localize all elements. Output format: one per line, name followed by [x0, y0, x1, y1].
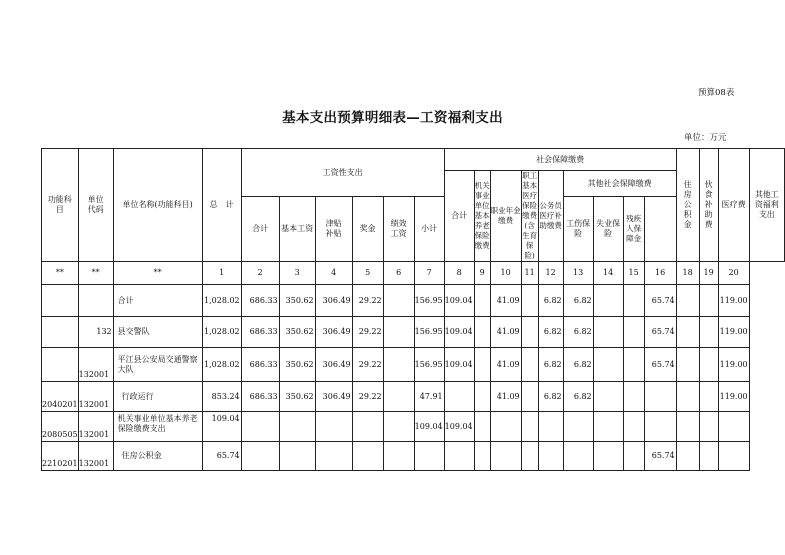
cell-disab [623, 412, 644, 442]
cell-med-fee [699, 348, 718, 382]
cell-disab [623, 317, 644, 348]
col-header-social-group: 社会保障缴费 [444, 149, 676, 171]
cell-annuity [474, 442, 490, 471]
cell-medical: 41.09 [490, 348, 521, 382]
cell-housing [644, 412, 676, 442]
cell-bonus: 29.22 [352, 317, 383, 348]
cell-allow: 306.49 [315, 317, 352, 348]
cell-other: 119.00 [718, 285, 749, 317]
index-row [42, 262, 785, 285]
cell-oth-total: 6.82 [538, 382, 563, 412]
cell-bonus [352, 412, 383, 442]
cell-allow [315, 412, 352, 442]
cell-meal [676, 412, 699, 442]
cell-allow: 306.49 [315, 285, 352, 317]
cell-sal-total: 686.33 [241, 382, 279, 412]
cell-perf [383, 412, 414, 442]
col-header-meal: 伙食补助费 [699, 149, 718, 262]
form-code: 预算08表 [698, 88, 735, 98]
cell-allow [315, 442, 352, 471]
col-header-salary-subtotal: 合计 [241, 197, 279, 262]
cell-basic: 350.62 [279, 285, 315, 317]
cell-total: 1,028.02 [202, 317, 241, 348]
page-title: 基本支出预算明细表—工资福利支出 [282, 110, 503, 126]
cell-medical [490, 442, 521, 471]
cell-annuity [474, 348, 490, 382]
cell-other: 119.00 [718, 317, 749, 348]
cell-civil-med [521, 382, 538, 412]
cell-injury [563, 412, 593, 442]
index-cell: ** [78, 262, 113, 285]
cell-func: 2080505 [42, 412, 79, 442]
index-cell: 3 [279, 262, 315, 285]
col-header-salary-group: 工资性支出 [241, 149, 444, 197]
cell-meal [676, 348, 699, 382]
cell-meal [676, 382, 699, 412]
cell-med-fee [699, 382, 718, 412]
index-cell: 18 [676, 262, 699, 285]
cell-pension: 109.04 [444, 285, 474, 317]
cell-basic: 350.62 [279, 348, 315, 382]
cell-allow: 306.49 [315, 348, 352, 382]
cell-sal-total: 686.33 [241, 317, 279, 348]
cell-name: 平江县公安局交通警察大队 [113, 348, 202, 382]
cell-unit [78, 285, 113, 317]
col-header-other-social-group: 其他社会保障缴费 [563, 171, 676, 197]
table-row [42, 382, 785, 412]
cell-unemp [593, 285, 623, 317]
unit-label: 单位：万元 [684, 133, 727, 143]
cell-soc-total: 47.91 [414, 382, 444, 412]
cell-soc-total: 156.95 [414, 317, 444, 348]
cell-func [42, 348, 79, 382]
cell-civil-med [521, 348, 538, 382]
cell-sal-total: 686.33 [241, 285, 279, 317]
cell-func [42, 285, 79, 317]
cell-unemp [593, 317, 623, 348]
cell-perf [383, 442, 414, 471]
cell-medical: 41.09 [490, 382, 521, 412]
col-header-allowance: 津贴补贴 [315, 197, 352, 262]
cell-func: 2210201 [42, 442, 79, 471]
col-header-performance-pay: 绩效工资 [383, 197, 414, 262]
cell-pension [444, 382, 474, 412]
cell-medical: 41.09 [490, 285, 521, 317]
cell-name: 行政运行 [113, 382, 202, 412]
cell-meal [676, 317, 699, 348]
index-cell: 12 [538, 262, 563, 285]
col-header-civil-medical: 公务员医疗补助缴费 [538, 171, 563, 262]
cell-total: 1,028.02 [202, 348, 241, 382]
table-row [42, 412, 785, 442]
cell-housing: 65.74 [644, 285, 676, 317]
cell-unemp [593, 382, 623, 412]
cell-basic [279, 412, 315, 442]
cell-unit: 132001 [78, 412, 113, 442]
table-row [42, 285, 785, 317]
cell-pension [444, 442, 474, 471]
index-cell: 1 [202, 262, 241, 285]
col-header-other-subtotal: 小计 [414, 197, 444, 262]
cell-oth-total [538, 442, 563, 471]
cell-annuity [474, 285, 490, 317]
index-cell: 19 [699, 262, 718, 285]
cell-disab [623, 442, 644, 471]
cell-med-fee [699, 285, 718, 317]
col-header-housing: 住房公积金 [676, 149, 699, 262]
cell-unit: 132 [78, 317, 113, 348]
index-cell: 13 [563, 262, 593, 285]
cell-bonus: 29.22 [352, 348, 383, 382]
cell-perf [383, 382, 414, 412]
cell-oth-total: 6.82 [538, 285, 563, 317]
cell-other [718, 412, 749, 442]
header-row-1 [42, 149, 785, 171]
index-cell: 2 [241, 262, 279, 285]
cell-func: 2040201 [42, 382, 79, 412]
cell-name: 县交警队 [113, 317, 202, 348]
cell-total: 1,028.02 [202, 285, 241, 317]
cell-unemp [593, 442, 623, 471]
cell-housing [644, 382, 676, 412]
cell-med-fee [699, 412, 718, 442]
cell-basic: 350.62 [279, 317, 315, 348]
cell-annuity [474, 382, 490, 412]
cell-basic [279, 442, 315, 471]
cell-housing: 65.74 [644, 442, 676, 471]
col-header-other-welfare: 其他工资福利支出 [749, 149, 784, 262]
cell-injury: 6.82 [563, 382, 593, 412]
cell-other: 119.00 [718, 382, 749, 412]
index-cell: 7 [414, 262, 444, 285]
index-cell: 14 [593, 262, 623, 285]
cell-total: 65.74 [202, 442, 241, 471]
index-cell: 10 [490, 262, 521, 285]
cell-unemp [593, 412, 623, 442]
index-cell: 4 [315, 262, 352, 285]
table-row [42, 317, 785, 348]
cell-pension: 109.04 [444, 317, 474, 348]
cell-pension: 109.04 [444, 348, 474, 382]
col-header-pension: 机关事业单位基本养老保险缴费 [474, 171, 490, 262]
cell-allow: 306.49 [315, 382, 352, 412]
col-header-bonus: 奖金 [352, 197, 383, 262]
col-header-medical-fee: 医疗费 [718, 149, 749, 262]
cell-perf [383, 348, 414, 382]
cell-injury: 6.82 [563, 317, 593, 348]
col-header-medical-insurance: 职工基本医疗保险缴费(含生育保险) [522, 171, 538, 260]
expenditure-table [41, 148, 785, 471]
cell-med-fee [699, 442, 718, 471]
cell-soc-total [414, 442, 444, 471]
cell-name: 住房公积金 [113, 442, 202, 471]
col-header-unemployment-insurance: 失业保险 [593, 197, 623, 262]
cell-injury: 6.82 [563, 348, 593, 382]
index-cell: 16 [644, 262, 676, 285]
index-cell: 9 [474, 262, 490, 285]
cell-total: 853.24 [202, 382, 241, 412]
cell-meal [676, 442, 699, 471]
cell-sal-total [241, 442, 279, 471]
cell-soc-total: 156.95 [414, 348, 444, 382]
cell-unit: 132001 [78, 382, 113, 412]
table-row [42, 442, 785, 471]
cell-disab [623, 382, 644, 412]
index-cell: ** [42, 262, 79, 285]
col-header-basic-salary: 基本工资 [279, 197, 315, 262]
cell-oth-total: 6.82 [538, 317, 563, 348]
cell-unemp [593, 348, 623, 382]
cell-unit: 132001 [78, 348, 113, 382]
cell-civil-med [521, 442, 538, 471]
cell-sal-total: 686.33 [241, 348, 279, 382]
cell-perf [383, 317, 414, 348]
index-cell: 5 [352, 262, 383, 285]
index-cell: 11 [521, 262, 538, 285]
cell-perf [383, 285, 414, 317]
col-header-total: 总 计 [202, 149, 241, 262]
col-header-annuity: 职业年金缴费 [490, 171, 521, 262]
cell-bonus [352, 442, 383, 471]
cell-total: 109.04 [202, 412, 241, 442]
cell-annuity [474, 317, 490, 348]
cell-civil-med [521, 412, 538, 442]
col-header-social-subtotal: 合计 [444, 171, 474, 262]
cell-soc-total: 156.95 [414, 285, 444, 317]
table-row [42, 348, 785, 382]
col-header-unit-code: 单位代码 [78, 149, 113, 262]
col-header-unit-name: 单位名称(功能科目) [113, 149, 202, 262]
cell-med-fee [699, 317, 718, 348]
cell-meal [676, 285, 699, 317]
cell-sal-total [241, 412, 279, 442]
cell-injury: 6.82 [563, 285, 593, 317]
cell-unit: 132001 [78, 442, 113, 471]
cell-oth-total [538, 412, 563, 442]
cell-soc-total: 109.04 [414, 412, 444, 442]
cell-civil-med [521, 285, 538, 317]
cell-disab [623, 348, 644, 382]
cell-basic: 350.62 [279, 382, 315, 412]
cell-other [718, 442, 749, 471]
cell-name: 机关事业单位基本养老保险缴费支出 [113, 412, 202, 442]
cell-housing: 65.74 [644, 317, 676, 348]
cell-func [42, 317, 79, 348]
cell-disab [623, 285, 644, 317]
col-header-injury-insurance: 工伤保险 [563, 197, 593, 262]
cell-bonus: 29.22 [352, 285, 383, 317]
cell-pension: 109.04 [444, 412, 474, 442]
cell-bonus: 29.22 [352, 382, 383, 412]
cell-civil-med [521, 317, 538, 348]
index-cell: ** [113, 262, 202, 285]
index-cell: 8 [444, 262, 474, 285]
cell-housing: 65.74 [644, 348, 676, 382]
index-cell: 6 [383, 262, 414, 285]
index-cell: 15 [623, 262, 644, 285]
cell-injury [563, 442, 593, 471]
cell-medical [490, 412, 521, 442]
cell-name: 合计 [113, 285, 202, 317]
cell-annuity [474, 412, 490, 442]
index-cell: 20 [718, 262, 749, 285]
col-header-func-code: 功能科目 [42, 149, 79, 262]
cell-medical: 41.09 [490, 317, 521, 348]
col-header-disability-fund: 残疾人保障金 [623, 197, 644, 262]
cell-oth-total: 6.82 [538, 348, 563, 382]
cell-other: 119.00 [718, 348, 749, 382]
